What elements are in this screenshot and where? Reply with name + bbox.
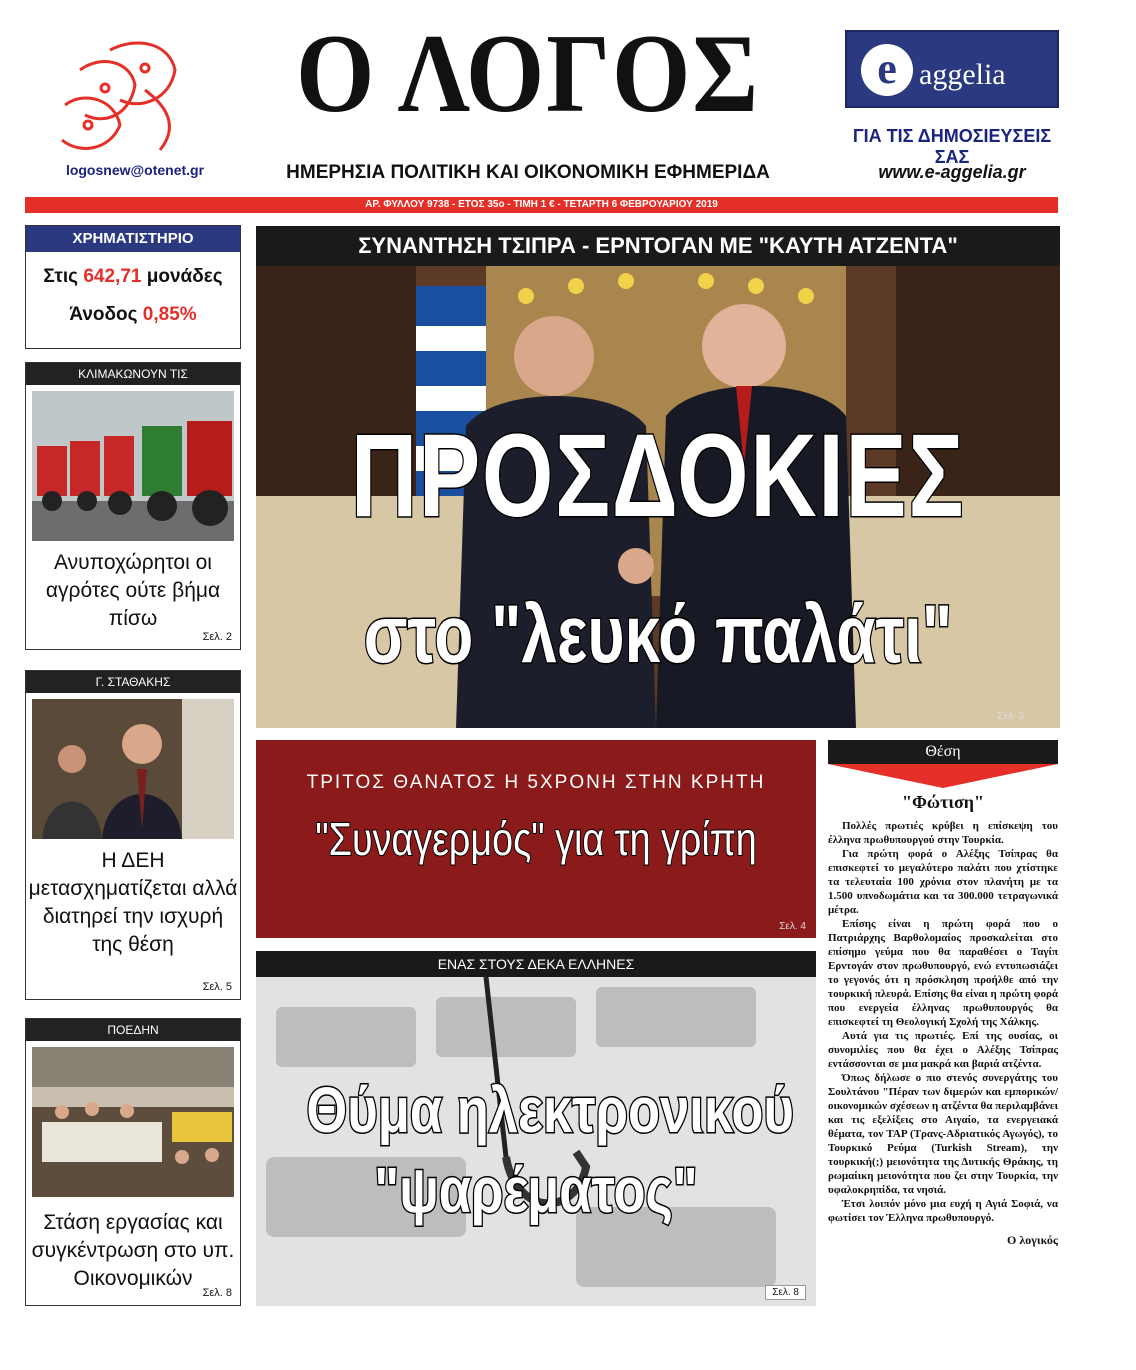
opinion-column <box>828 740 1058 1248</box>
poedin-story[interactable] <box>25 1018 241 1306</box>
farmers-text: Ανυποχώρητοι οι αγρότες ούτε βήμα πίσω <box>45 551 221 630</box>
opinion-paragraph: Όπως δήλωσε ο πιο στενός συνεργάτης του Σουλτάνου "Πέραν των διμερών και εμπορικών/οικονομικών σχέσεων η ατζέντα θα περιλαμβάνει και τις εξελίξεις στο Αιγαίο, τα ενεργειακά θέματα, τον TAP (Τρανς-Αδριατικός Αγωγός), το Τουρκικό Ρεύμα (Turkish Stream), την τουρκική(;) μειονότητα της Δυτικής Θράκης, τη ρωμαίικη μειονότητα που ζει στην Τουρκία, την υφαλοκρηπίδα, τα νησιά. <box>828 1072 1058 1196</box>
newspaper-subtitle: ΗΜΕΡΗΣΙΑ ΠΟΛΙΤΙΚΗ ΚΑΙ ΟΙΚΟΝΟΜΙΚΗ ΕΦΗΜΕΡΙΔΑ <box>286 162 770 183</box>
market-line: Στις 642,71 μονάδες <box>43 266 223 287</box>
dei-head: Γ. ΣΤΑΘΑΚΗΣ <box>26 671 240 693</box>
poedin-head: ΠΟΕΔΗΝ <box>26 1019 240 1041</box>
opinion-head: Θέση <box>828 740 1058 764</box>
protest-photo <box>32 1047 234 1197</box>
farmers-page: Σελ. 2 <box>202 631 232 643</box>
lead-headline-2: στο "λευκό παλάτι" <box>363 589 953 680</box>
dei-story[interactable] <box>25 670 241 1000</box>
opinion-paragraph: Επίσης είναι η πρώτη φορά που ο Πατριάρχης Βαρθολομαίος προσκαλείται στο επίσημο γεύμα που θα παραθέσει ο Ταγίπ Ερντογάν στον πρωθυπουργό, ενώ εντυπωσιάζει το γεγονός ότι η πρόσκληση προήλθε από την τουρκική πλευρά. Επίσης θα είναι η πρώτη φορά που ενεργεία έλληνας πρωθυπουργός θα επισκεφτεί τη Θεολογική Σχολή της Χάλκης. <box>828 918 1058 1028</box>
ad-url[interactable]: www.e-aggelia.gr <box>878 162 1026 182</box>
market-box <box>25 225 241 349</box>
market-head: ΧΡΗΜΑΤΙΣΤΗΡΙΟ <box>26 226 240 252</box>
logo-faces-icon <box>50 30 195 160</box>
lead-kicker: ΣΥΝΑΝΤΗΣΗ ΤΣΙΠΡΑ - ΕΡΝΤΟΓΑΝ ΜΕ "ΚΑΥΤΗ ΑΤΖΕΝΤΑ" <box>256 226 1060 266</box>
poedin-text: Στάση εργασίας και συγκέντρωση στο υπ. Οικονομικών <box>31 1211 235 1290</box>
opinion-paragraph: Πολλές πρωτιές κρύβει η επίσκεψη του έλληνα πρωθυπουργού στην Τουρκία. <box>828 820 1058 846</box>
phishing-headline-1: Θύμα ηλεκτρονικού <box>306 1074 794 1146</box>
opinion-body <box>828 819 1058 1225</box>
farmers-head: ΚΛΙΜΑΚΩΝΟΥΝ ΤΙΣ <box>26 363 240 385</box>
phishing-photo[interactable] <box>256 977 816 1306</box>
lead-photo[interactable] <box>256 266 1060 728</box>
opinion-paragraph: Για πρώτη φορά ο Αλέξης Τσίπρας θα επισκεφτεί το μεγαλύτερο παλάτι που χτίστηκε τα τελευταία 100 χρόνια στον πλανήτη με τα 1.500 υπνοδωμάτια και τα 300.000 τετραγωνικά μέτρα. <box>828 848 1058 916</box>
dei-text: Η ΔΕΗ μετασχηματίζεται αλλά διατηρεί την ισχυρή της θέση <box>28 849 238 956</box>
dei-page: Σελ. 5 <box>202 981 232 993</box>
flu-story[interactable] <box>256 740 816 938</box>
tractors-photo <box>32 391 234 541</box>
phishing-page: Σελ. 8 <box>765 1285 806 1300</box>
opinion-signature: Ο λογικός <box>1007 1233 1058 1247</box>
eaggelia-e-icon: e <box>861 44 913 96</box>
farmers-story[interactable] <box>25 362 241 650</box>
stathakis-photo <box>32 699 234 839</box>
flu-headline: "Συναγερμός" για τη γρίπη <box>315 813 757 865</box>
ad-tagline: ΓΙΑ ΤΙΣ ΔΗΜΟΣΙΕΥΣΕΙΣ ΣΑΣ <box>852 126 1052 167</box>
phishing-kicker: ΕΝΑΣ ΣΤΟΥΣ ΔΕΚΑ ΕΛΛΗΝΕΣ <box>256 951 816 977</box>
flu-kicker: ΤΡΙΤΟΣ ΘΑΝΑΤΟΣ Η 5ΧΡΟΝΗ ΣΤΗΝ ΚΡΗΤΗ <box>306 772 766 793</box>
poedin-page: Σελ. 8 <box>202 1287 232 1299</box>
lead-page: Σελ. 3 <box>997 711 1024 722</box>
eaggelia-ad-logo[interactable] <box>845 30 1059 108</box>
phishing-headline-2: "ψαρέματος" <box>374 1154 698 1226</box>
eaggelia-word: aggelia <box>919 58 1006 91</box>
opinion-paragraph: Αυτά για τις πρωτιές. Επί της ουσίας, οι συνομιλίες που θα έχει ο Αλέξης Τσίπρας εντάσσονται σε μια μακρά και βαριά ατζέντα. <box>828 1030 1058 1070</box>
email-link[interactable]: logosnew@otenet.gr <box>65 162 205 178</box>
lead-headline-1: ΠΡΟΣΔΟΚΙΕΣ <box>350 410 966 542</box>
opinion-paragraph: Έτσι λοιπόν μόνο μια ευχή η Αγιά Σοφιά, να φωτίσει τον Έλληνα πρωθυπουργό. <box>828 1198 1058 1224</box>
issue-bar: ΑΡ. ΦΥΛΛΟΥ 9738 - ΕΤΟΣ 35ο - ΤΙΜΗ 1 € - ΤΕΤΑΡΤΗ 6 ΦΕΒΡΟΥΑΡΙΟΥ 2019 <box>25 197 1058 213</box>
newspaper-title: Ο ΛΟΓΟΣ <box>296 12 760 136</box>
flu-page: Σελ. 4 <box>779 921 806 932</box>
market-rise: Άνοδος 0,85% <box>69 304 197 325</box>
opinion-title: "Φώτιση" <box>902 792 984 812</box>
opinion-triangle-icon <box>828 764 1058 788</box>
